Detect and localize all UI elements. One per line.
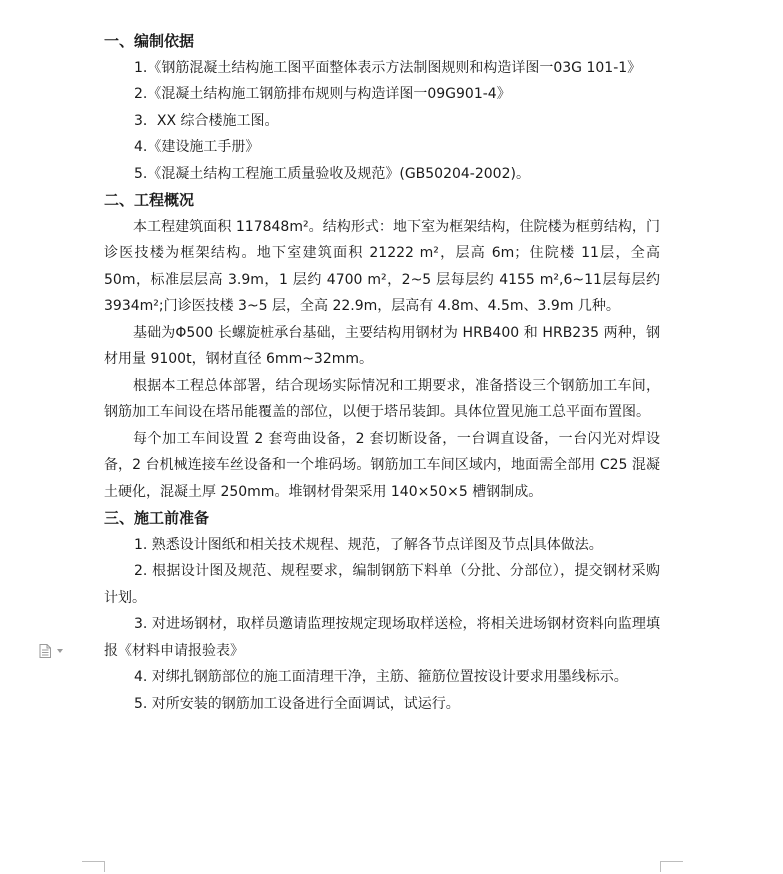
- overview-paragraph-2: 基础为Φ500 长螺旋桩承台基础，主要结构用钢材为 HRB400 和 HRB235 两种，钢材用量 9100t，钢材直径 6mm~32mm。: [104, 324, 660, 367]
- overview-paragraph-4: 每个加工车间设置 2 套弯曲设备，2 套切断设备，一台调直设备，一台闪光对焊设备，2 台机械连接车丝设备和一个堆码场。钢筋加工车间区域内，地面需全部用 C25 混凝土硬化，混凝土厚 250mm。堆钢材骨架采用 140×50×5 槽钢制成。: [104, 430, 660, 500]
- prep-item-3: 3. 对进场钢材，取样员邀请监理按规定现场取样送检，将相关进场钢材资料向监理填报《材料申请报验表》: [104, 616, 660, 659]
- section-heading-preparation: 三、施工前准备: [104, 509, 210, 527]
- section-heading-basis: 一、编制依据: [104, 32, 195, 50]
- basis-item-2: 2.《混凝土结构施工钢筋排布规则与构造详图一09G901-4》: [134, 86, 511, 102]
- page-margin-mark-left: [82, 861, 105, 872]
- prep-item-1: [104, 532, 660, 559]
- document-page[interactable]: [104, 28, 660, 717]
- prep-item-1-text-a: 1. 熟悉设计图纸和相关技术规程、规范，了解各节点详图及节点: [134, 536, 530, 553]
- text-cursor: [531, 536, 532, 551]
- basis-item-3: 3．XX 综合楼施工图。: [134, 112, 279, 129]
- overview-paragraph-3: 根据本工程总体部署，结合现场实际情况和工期要求，准备搭设三个钢筋加工车间，钢筋加工车间设在塔吊能覆盖的部位，以便于塔吊装卸。具体位置见施工总平面布置图。: [104, 377, 660, 420]
- paragraph-options-icon[interactable]: [39, 644, 51, 658]
- basis-item-4: 4.《建设施工手册》: [134, 139, 260, 155]
- basis-item-5: 5.《混凝土结构工程施工质量验收及规范》(GB50204-2002)。: [134, 165, 530, 182]
- chevron-down-icon[interactable]: [57, 649, 63, 653]
- prep-item-2: 2. 根据设计图及规范、规程要求，编制钢筋下料单（分批、分部位），提交钢材采购计划。: [104, 563, 660, 606]
- prep-item-5: 5. 对所安装的钢筋加工设备进行全面调试，试运行。: [134, 695, 460, 712]
- basis-item-1: 1.《钢筋混凝土结构施工图平面整体表示方法制图规则和构造详图一03G 101-1》: [134, 59, 642, 76]
- prep-item-4: 4. 对绑扎钢筋部位的施工面清理干净，主筋、箍筋位置按设计要求用墨线标示。: [134, 669, 628, 685]
- prep-item-1-text-b: 具体做法。: [532, 536, 603, 553]
- section-heading-overview: 二、工程概况: [104, 191, 195, 209]
- overview-paragraph-1: 本工程建筑面积 117848m²。结构形式：地下室为框架结构，住院楼为框剪结构，门诊医技楼为框架结构。地下室建筑面积 21222 m²，层高 6m；住院楼 11层，全高 50m，标准层层高 3.9m，1 层约 4700 m²，2~5 层每层约 4155 m²,6~11层每层约 3934m²;门诊医技楼 3~5 层，全高 22.9m，层高有 4.8m、4.5m、3.9m 几种。: [104, 218, 660, 314]
- page-margin-mark-right: [660, 861, 683, 872]
